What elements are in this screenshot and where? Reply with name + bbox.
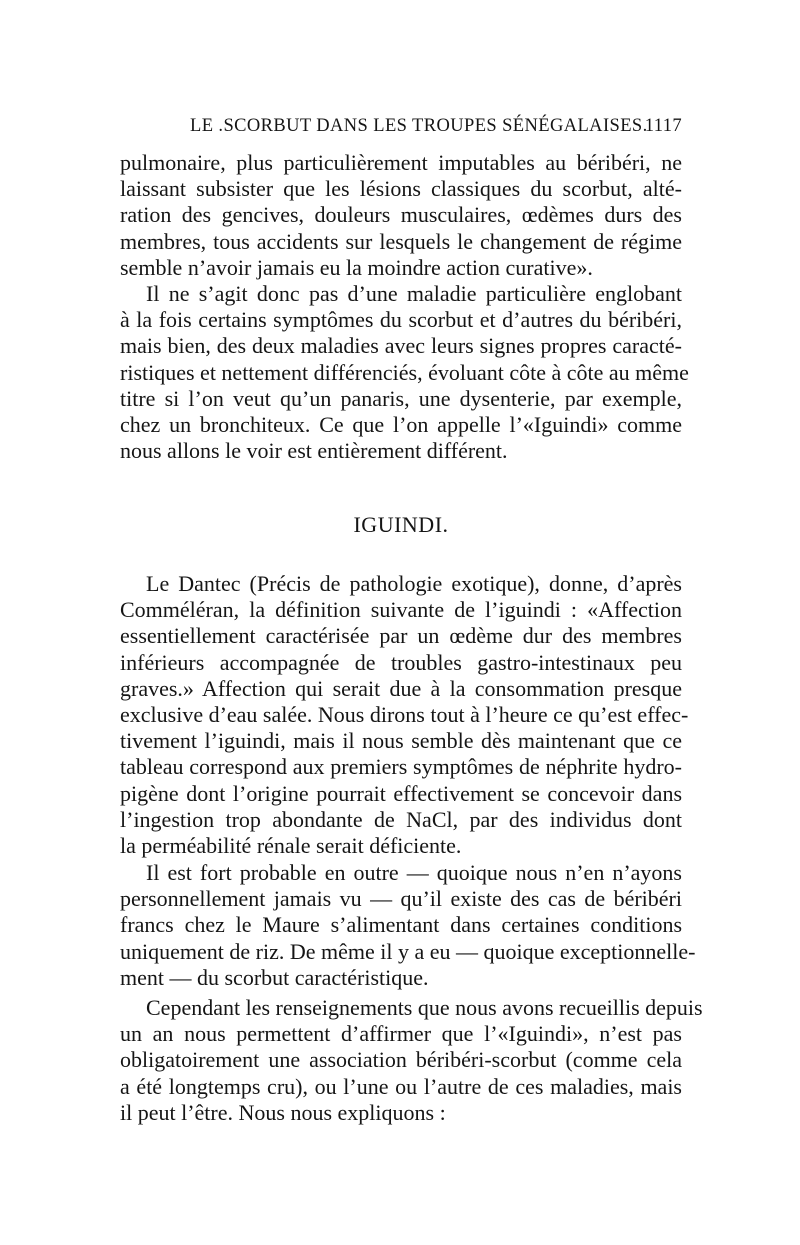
text-line: tivement l’iguindi, mais il nous semble dès maintenant que ce (120, 728, 682, 754)
text-line: il peut l’être. Nous nous expliquons : (120, 1099, 446, 1125)
text-line: la perméabilité rénale serait déficiente. (120, 832, 462, 858)
text-line: Il est fort probable en outre — quoique nous n’en n’ayons (146, 860, 682, 885)
text-line: titre si l’on veut qu’un panaris, une dysenterie, par exemple, (120, 385, 682, 411)
text-line: un an nous permettent d’affirmer que l’«Iguindi», n’est pas (120, 1021, 682, 1047)
text-line: tableau correspond aux premiers symptômes de néphrite hydro- (120, 754, 682, 780)
text-line: pigène dont l’origine pourrait effectivement se concevoir dans (120, 780, 682, 806)
text-line: Cependant les renseignements que nous avons recueillis depuis (146, 995, 703, 1020)
section-heading: IGUINDI. (353, 512, 449, 537)
running-title: LE .SCORBUT DANS LES TROUPES SÉNÉGALAISES. (190, 116, 648, 136)
text-line: l’ingestion trop abondante de NaCl, par des individus dont (120, 806, 682, 832)
text-line: uniquement de riz. De même il y a eu — quoique exceptionnelle- (120, 938, 696, 964)
paragraph-probable (120, 860, 696, 991)
text-line: mais bien, des deux maladies avec leurs signes propres caracté- (120, 333, 682, 359)
text-line: Comméléran, la définition suivante de l’iguindi : «Affection (120, 597, 682, 623)
text-line: semble n’avoir jamais eu la moindre action curative». (120, 254, 593, 280)
text-line: personnellement jamais vu — qu’il existe des cas de béribéri (120, 886, 682, 912)
paragraph-renseignements (120, 995, 703, 1126)
text-line: francs chez le Maure s’alimentant dans certaines conditions (120, 912, 682, 938)
text-line: chez un bronchiteux. Ce que l’on appelle l’«Iguindi» comme (120, 411, 682, 437)
text-line: a été longtemps cru), ou l’une ou l’autre de ces maladies, mais (120, 1073, 682, 1099)
text-line: ment — du scorbut caractéristique. (120, 964, 429, 990)
text-line: nous allons le voir est entièrement différent. (120, 438, 508, 464)
paragraph-definition (120, 571, 689, 859)
paragraph-continuation (120, 150, 682, 281)
text-line: obligatoirement une association béribéri-scorbut (comme cela (120, 1047, 682, 1073)
page-number: 1117 (644, 116, 682, 136)
text-line: ristiques et nettement différenciés, évoluant côte à côte au même (120, 359, 689, 385)
text-line: inférieurs accompagnée de troubles gastro-intestinaux peu (120, 649, 682, 675)
text-line: à la fois certains symptômes du scorbut et d’autres du béribéri, (120, 307, 682, 333)
text-line: essentiellement caractérisée par un œdème dur des membres (120, 623, 682, 649)
text-line: membres, tous accidents sur lesquels le changement de régime (120, 228, 682, 254)
text-line: laissant subsister que les lésions classiques du scorbut, alté- (120, 176, 682, 202)
paragraph-maladie (120, 281, 689, 464)
text-line: pulmonaire, plus particulièrement imputables au béribéri, ne (120, 150, 682, 175)
text-line: ration des gencives, douleurs musculaires, œdèmes durs des (120, 202, 682, 228)
text-line: graves.» Affection qui serait due à la consommation presque (120, 675, 682, 701)
text-line: Le Dantec (Précis de pathologie exotique), donne, d’après (146, 571, 682, 596)
text-line: exclusive d’eau salée. Nous dirons tout à l’heure ce qu’est effec- (120, 701, 689, 727)
text-line: Il ne s’agit donc pas d’une maladie particulière englobant (146, 281, 682, 306)
